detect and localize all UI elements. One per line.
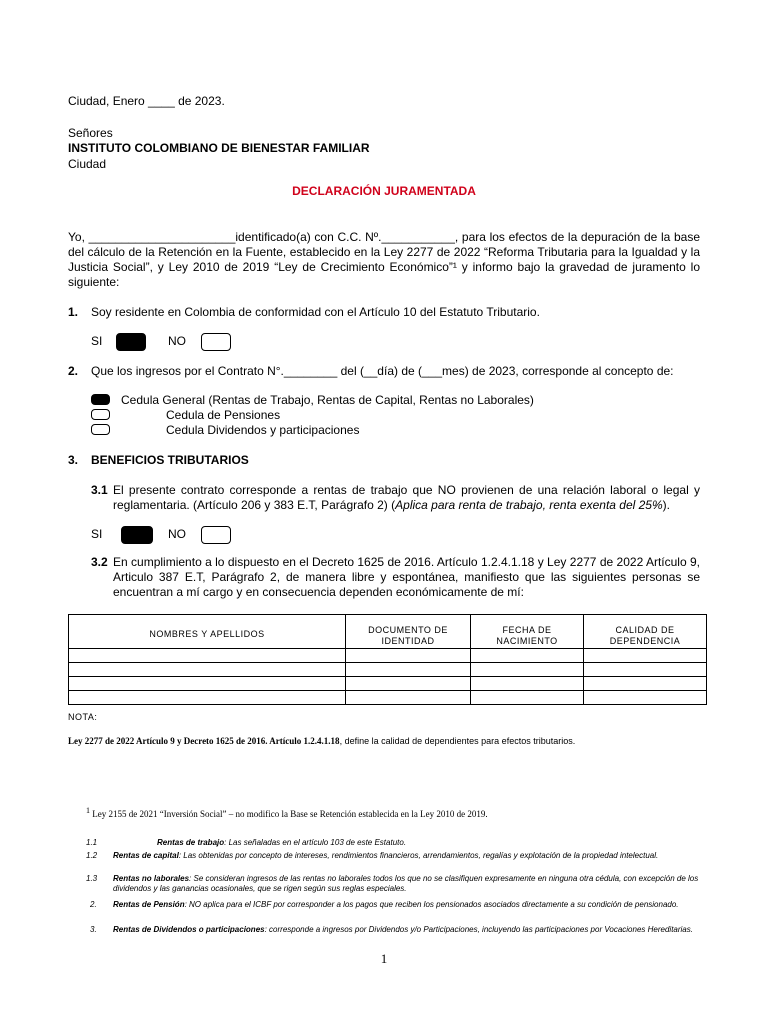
option-pensiones-checkbox[interactable]	[91, 409, 110, 420]
item-3-1-si-label: SI	[91, 527, 103, 541]
header-nombres: NOMBRES Y APELLIDOS	[69, 615, 346, 649]
item-2-number: 2.	[68, 364, 79, 378]
table-cell[interactable]	[471, 663, 584, 677]
table-cell[interactable]	[69, 663, 346, 677]
definition-item: Rentas no laborales: Se consideran ingresos de las rentas no laborales todos los que no se clasifiquen expresamente en ninguna otra cédula, con excepción de los dividendos y las ganancias ocasionales, que se rigen según sus reglas especiales.	[113, 874, 699, 893]
dependents-table	[68, 614, 707, 705]
definition-number: 1.2	[86, 851, 98, 860]
table-cell[interactable]	[471, 691, 584, 705]
item-3-number: 3.	[68, 453, 79, 467]
definition-item: Rentas de Dividendos o participaciones: corresponde a ingresos por Dividendos y/o Participaciones, incluyendo las participaciones por Vocaciones Hereditarias.	[113, 925, 693, 934]
definition-item: Rentas de capital: Las obtenidas por concepto de intereses, rendimientos financieros, arrendamientos, regalías y explotación de la propiedad intelectual.	[113, 851, 659, 860]
table-cell[interactable]	[471, 677, 584, 691]
option-general-checkbox[interactable]	[91, 394, 110, 405]
table-cell[interactable]	[584, 677, 707, 691]
item-3-1-no-label: NO	[168, 527, 186, 541]
option-dividendos-label: Cedula Dividendos y participaciones	[166, 423, 360, 437]
table-header-row	[69, 615, 707, 649]
item-1-number: 1.	[68, 305, 79, 319]
item-3-1-no-checkbox[interactable]	[201, 526, 231, 544]
item-1-no-checkbox[interactable]	[201, 333, 231, 351]
table-row	[69, 677, 707, 691]
nota-label: NOTA:	[68, 712, 98, 722]
definition-item: Rentas de Pensión: NO aplica para el ICBF por corresponder a los pagos que reciben los pensionados asociados directamente a su condición de pensionado.	[113, 900, 679, 909]
table-cell[interactable]	[69, 691, 346, 705]
footnote: $^1$ Ley 2155 de 2021 “Inversión Social” – no modifico la Base se Retención establecida en la Ley 2010 de 2019.	[86, 806, 488, 819]
table-cell[interactable]	[69, 677, 346, 691]
table-row	[69, 663, 707, 677]
item-3-1-si-checkbox[interactable]	[121, 526, 153, 544]
item-3-heading: BENEFICIOS TRIBUTARIOS	[91, 453, 249, 467]
option-general-label: Cedula General (Rentas de Trabajo, Rentas de Capital, Rentas no Laborales)	[121, 393, 534, 407]
header-calidad: CALIDAD DE DEPENDENCIA	[584, 615, 707, 649]
table-cell[interactable]	[346, 663, 471, 677]
item-1-si-label: SI	[91, 334, 103, 348]
definition-number: 3.	[90, 925, 97, 934]
table-cell[interactable]	[69, 649, 346, 663]
table-cell[interactable]	[584, 663, 707, 677]
table-cell[interactable]	[346, 649, 471, 663]
salutation: Señores	[68, 126, 113, 140]
table-row	[69, 691, 707, 705]
city: Ciudad	[68, 157, 107, 171]
table-cell[interactable]	[584, 691, 707, 705]
definition-item: Rentas de trabajo: Las señaladas en el artículo 103 de este Estatuto.	[157, 838, 407, 847]
item-3-1-number: 3.1	[91, 483, 108, 497]
option-pensiones-label: Cedula de Pensiones	[166, 408, 281, 422]
item-3-1-text: El presente contrato corresponde a rentas de trabajo que NO provienen de una relación laboral o legal y reglamentaria. (Artículo 206 y 383 E.T, Parágrafo 2) (Aplica para renta de trabajo, renta exenta del 25%).	[113, 483, 700, 512]
header-documento: DOCUMENTO DE IDENTIDAD	[346, 615, 471, 649]
table-cell[interactable]	[346, 691, 471, 705]
item-3-2-text: En cumplimiento a lo dispuesto en el Decreto 1625 de 2016. Artículo 1.2.4.1.18 y Ley 2277 de 2022 Artículo 9, Articulo 387 E.T, Parágrafo 2, de manera libre y espontánea, manifiesto que las siguientes personas se encuentran a mí cargo y en consecuencia dependen económicamente de mí:	[113, 555, 700, 599]
nota-text: Ley 2277 de 2022 Artículo 9 y Decreto 1625 de 2016. Artículo 1.2.4.1.18, define la calidad de dependientes para efectos tributarios.	[68, 736, 576, 746]
item-1-text: Soy residente en Colombia de conformidad con el Artículo 10 del Estatuto Tributario.	[91, 305, 540, 319]
definition-number: 1.3	[86, 874, 98, 883]
page-number: 1	[380, 951, 388, 966]
table-cell[interactable]	[471, 649, 584, 663]
definition-number: 2.	[90, 900, 97, 909]
header-fecha: FECHA DE NACIMIENTO	[471, 615, 584, 649]
table-row	[69, 649, 707, 663]
item-1-si-checkbox[interactable]	[116, 333, 146, 351]
definition-number: 1.1	[86, 838, 98, 847]
document-title: DECLARACIÓN JURAMENTADA	[292, 184, 476, 198]
intro-paragraph: Yo, ______________________identificado(a) con C.C. Nº.___________, para los efectos de la depuración de la base del cálculo de la Retención en la Fuente, establecido en la Ley 2277 de 2022 “Reforma Tributaria para la Igualdad y la Justicia Social”, y Ley 2010 de 2019 “Ley de Crecimiento Económico”¹ y informo bajo la gravedad de juramento lo siguiente:	[68, 230, 700, 289]
option-dividendos-checkbox[interactable]	[91, 424, 110, 435]
item-1-no-label: NO	[168, 334, 186, 348]
date-line: Ciudad, Enero ____ de 2023.	[68, 94, 225, 108]
table-cell[interactable]	[584, 649, 707, 663]
table-cell[interactable]	[346, 677, 471, 691]
item-3-2-number: 3.2	[91, 555, 108, 569]
item-2-text: Que los ingresos por el Contrato N°.________ del (__día) de (___mes) de 2023, corresponde al concepto de:	[91, 364, 674, 378]
institution-name: INSTITUTO COLOMBIANO DE BIENESTAR FAMILIAR	[68, 141, 370, 155]
